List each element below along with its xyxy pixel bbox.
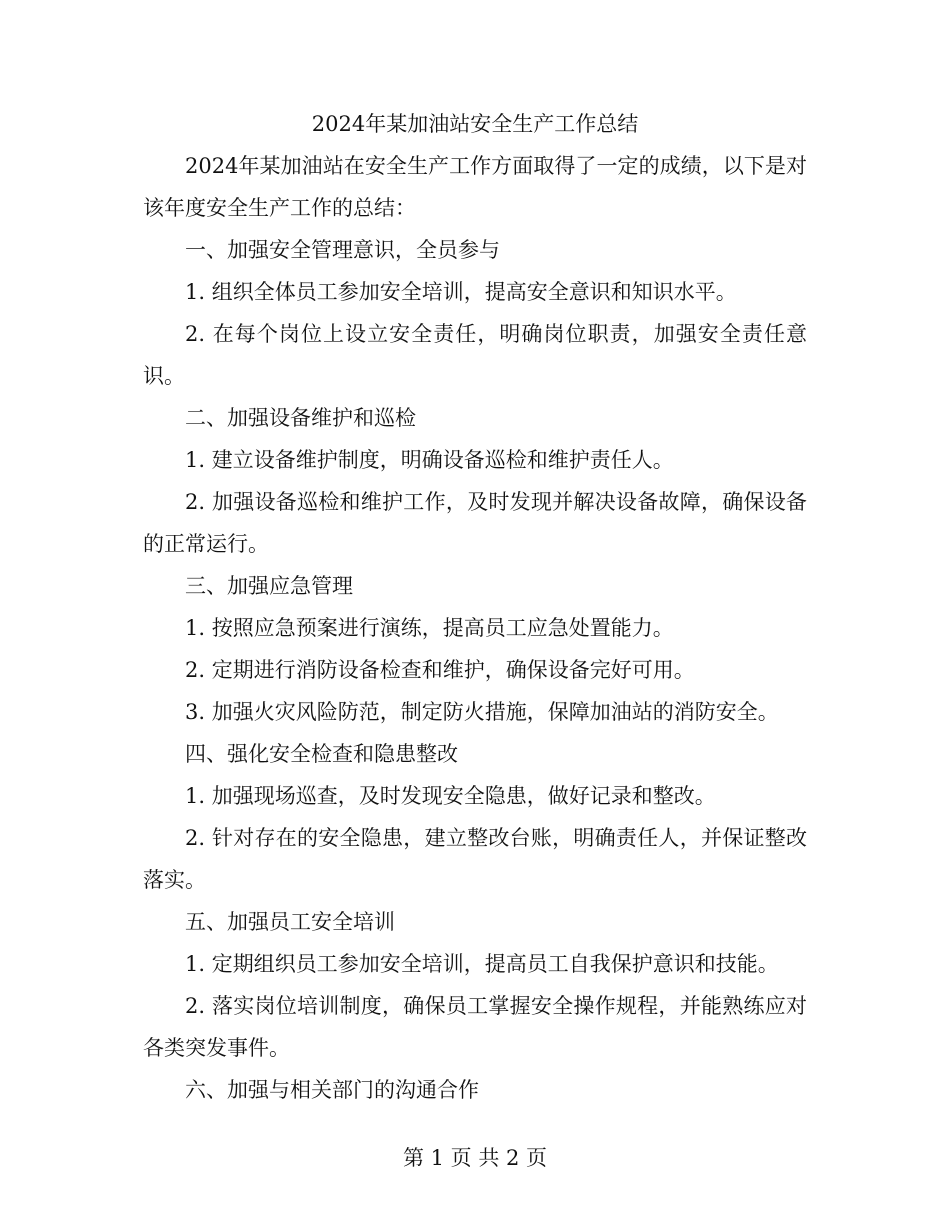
list-item: 2. 定期进行消防设备检查和维护，确保设备完好可用。	[185, 658, 695, 682]
list-item: 1. 定期组织员工参加安全培训，提高员工自我保护意识和技能。	[185, 952, 779, 976]
section-heading-2: 二、加强设备维护和巡检	[185, 406, 416, 430]
list-item: 3. 加强火灾风险防范，制定防火措施，保障加油站的消防安全。	[185, 700, 779, 724]
list-item: 2. 加强设备巡检和维护工作，及时发现并解决设备故障，确保设备的正常运行。	[143, 490, 807, 556]
section-heading-6: 六、加强与相关部门的沟通合作	[185, 1078, 479, 1102]
list-item: 1. 按照应急预案进行演练，提高员工应急处置能力。	[185, 616, 674, 640]
list-item: 2. 落实岗位培训制度，确保员工掌握安全操作规程，并能熟练应对各类突发事件。	[143, 994, 807, 1060]
page-number-footer: 第 1 页 共 2 页	[402, 1146, 548, 1170]
list-item: 1. 组织全体员工参加安全培训，提高安全意识和知识水平。	[185, 280, 737, 304]
document-title: 2024年某加油站安全生产工作总结	[311, 112, 639, 136]
section-heading-5: 五、加强员工安全培训	[185, 910, 395, 934]
list-item: 2. 在每个岗位上设立安全责任，明确岗位职责，加强安全责任意识。	[143, 322, 807, 388]
list-item: 1. 建立设备维护制度，明确设备巡检和维护责任人。	[185, 448, 674, 472]
intro-paragraph: 2024年某加油站在安全生产工作方面取得了一定的成绩，以下是对该年度安全生产工作的总结：	[143, 154, 807, 220]
section-heading-3: 三、加强应急管理	[185, 574, 353, 598]
section-heading-4: 四、强化安全检查和隐患整改	[185, 742, 458, 766]
document-body	[143, 103, 807, 1111]
list-item: 2. 针对存在的安全隐患，建立整改台账，明确责任人，并保证整改落实。	[143, 826, 807, 892]
list-item: 1. 加强现场巡查，及时发现安全隐患，做好记录和整改。	[185, 784, 716, 808]
section-heading-1: 一、加强安全管理意识，全员参与	[185, 238, 500, 262]
